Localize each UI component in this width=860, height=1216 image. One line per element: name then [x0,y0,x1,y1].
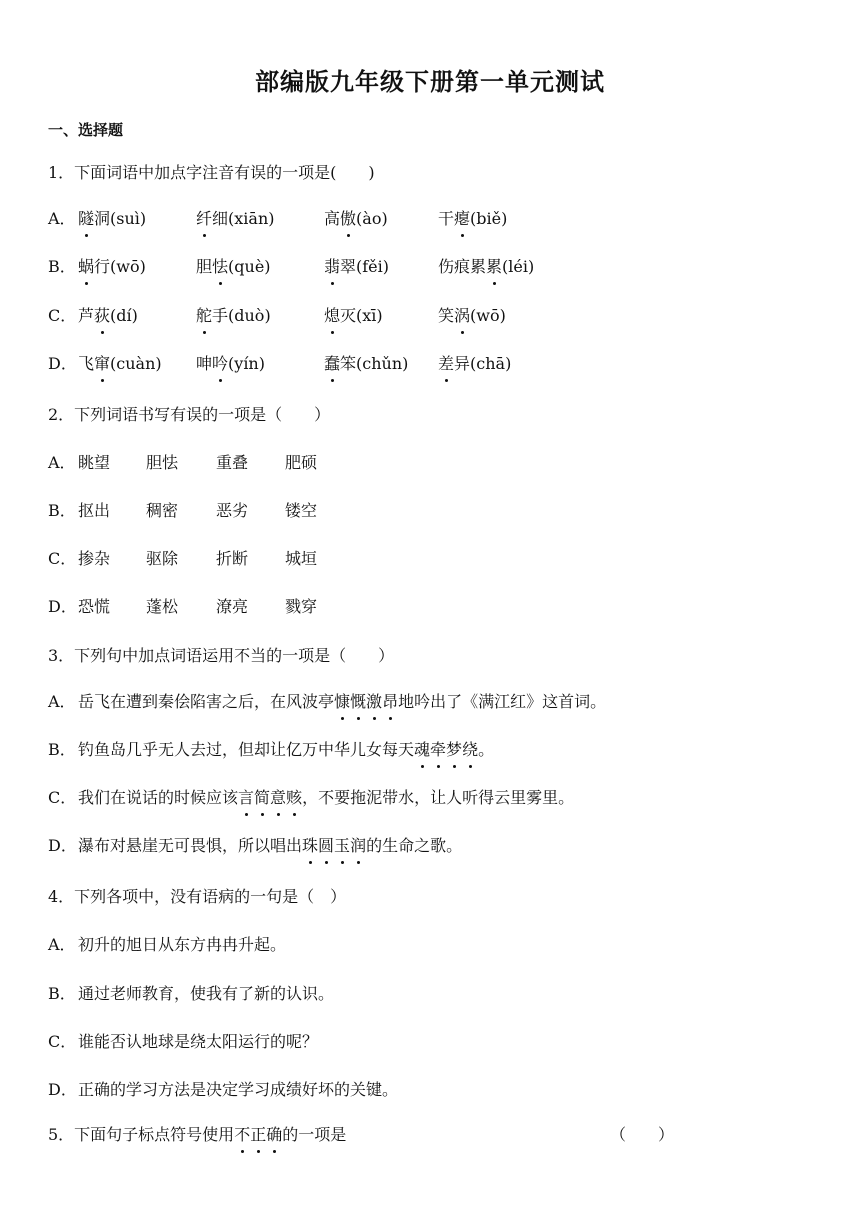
option-word-text: 高 [324,209,341,228]
option-word-text: 洞(suì) [94,209,147,228]
option-label: C． [48,306,77,325]
emphasis-dotted-char: 赅 [286,788,303,807]
option-word [78,353,162,375]
emphasis-dotted-char: 激 [366,692,383,711]
option-word-dotted [324,354,340,373]
option-word-dotted [438,354,454,373]
option-word-text: 芦 [78,306,95,325]
question-3-stem: 3．下列句中加点词语运用不当的一项是（ ） [48,646,395,665]
option-word: 蓬松 [146,597,179,616]
emphasis-dotted-char: 润 [350,836,367,855]
option-word: 掺杂 [78,549,111,568]
option-word: 恶劣 [216,501,249,520]
emphasis-dotted-char: 魂 [414,740,431,759]
emphasis-dotted-char: 牵 [430,740,447,759]
option-sentence-post: 地吟出了《满江红》这首词。 [398,692,607,711]
emphasis-dotted-char: 昂 [382,692,399,711]
option-word [78,256,146,278]
question-4-option-row [48,983,334,1005]
option-sentence-dotted-phrase [302,836,366,855]
question-3-option-row [48,691,606,713]
emphasis-dotted-char: 简 [254,788,271,807]
option-word-pinyin: (léi) [502,257,535,276]
option-sentence-pre: 瀑布对悬崖无可畏惧，所以唱出 [78,836,303,855]
option-label: A． [48,453,76,472]
option-word-pinyin: (yín) [228,354,265,373]
option-label: B． [48,984,76,1003]
option-sentence-dotted-phrase [334,692,398,711]
question-1-stem: 1．下面词语中加点字注音有误的一项是( ) [48,163,375,182]
option-label: A． [48,935,76,954]
option-sentence: 谁能否认地球是绕太阳运行的呢？ [78,1032,319,1051]
option-label: D． [48,1080,77,1099]
question-2-stem: 2．下列词语书写有误的一项是（ ） [48,405,331,424]
emphasis-dotted-char: 怯 [212,257,229,276]
option-word: 驱除 [146,549,179,568]
option-label: B． [48,257,76,276]
option-word [196,208,275,230]
option-word: 稠密 [146,501,179,520]
option-word-text: 手(duò) [212,306,271,325]
section-heading: 一、选择题 [48,121,124,139]
option-label: D． [48,597,77,616]
option-sentence-pre: 钓鱼岛几乎无人去过，但却让亿万中华儿女每天 [78,740,415,759]
option-word-dotted [196,306,212,325]
emphasis-dotted-char: 蠢 [324,354,341,373]
option-word-pinyin: (ào) [356,209,388,228]
option-word-text: 笑 [438,306,455,325]
option-word-dotted [486,257,502,276]
option-word: 潦亮 [216,597,249,616]
option-word-pinyin: (wō) [470,306,506,325]
option-sentence-post: 的生命之歌。 [366,836,463,855]
option-word-text: 翠(fěi) [340,257,390,276]
question-2-option-row [48,452,448,476]
option-word-dotted [78,209,94,228]
emphasis-dotted-char: 熄 [324,306,341,325]
option-word [438,305,506,327]
option-word-dotted [454,306,470,325]
option-word-dotted [454,209,470,228]
question-2-option-row [48,500,448,524]
emphasis-dotted-char: 蜗 [78,257,95,276]
question-5-text-post: 的一项是 [282,1125,347,1144]
question-4-option-row [48,934,286,956]
question-4-option-row [48,1079,398,1101]
option-word-dotted [94,306,110,325]
option-word: 恐慌 [78,597,111,616]
option-word-dotted [212,257,228,276]
option-word: 折断 [216,549,249,568]
option-sentence: 通过老师教育，使我有了新的认识。 [78,984,335,1003]
option-word [78,305,138,327]
emphasis-dotted-char: 玉 [334,836,351,855]
option-word-text: 伤痕累 [438,257,487,276]
option-word-text: 飞 [78,354,95,373]
question-5-text-pre: 5．下面句子标点符号使用 [48,1125,235,1144]
option-word [324,305,383,327]
emphasis-dotted-char: 窜 [94,354,111,373]
option-word-dotted [324,306,340,325]
option-label: C． [48,788,77,807]
option-word-dotted [212,354,228,373]
question-3-option-row [48,835,462,857]
option-word-dotted [94,354,110,373]
option-sentence: 正确的学习方法是决定学习成绩好坏的关键。 [78,1080,399,1099]
emphasis-dotted-char: 慷 [334,692,351,711]
option-word: 镂空 [285,501,318,520]
question-3-option-row [48,739,494,761]
emphasis-dotted-char: 瘪 [454,209,471,228]
option-sentence-post: ，不要拖泥带水，让人听得云里雾里。 [302,788,575,807]
option-word [324,208,388,230]
emphasis-dotted-char: 纤 [196,209,213,228]
option-word: 眺望 [78,453,111,472]
question-1-option-row [48,305,748,329]
question-5-answer-bracket: （ ） [610,1125,675,1144]
emphasis-dotted-char: 珠 [302,836,319,855]
question-2-option-row [48,548,448,572]
option-label: A． [48,692,76,711]
option-word-text: 灭(xī) [340,306,383,325]
emphasis-dotted-char: 累 [486,257,503,276]
option-word: 城垣 [285,549,318,568]
option-word: 重叠 [216,453,249,472]
question-1-option-row [48,256,748,280]
page-title: 部编版九年级下册第一单元测试 [255,67,605,96]
option-word-text: 笨(chǔn) [340,354,409,373]
option-word-text: 细(xiān) [212,209,275,228]
option-word-text: 干 [438,209,455,228]
emphasis-dotted-char: 言 [238,788,255,807]
question-4-stem: 4．下列各项中，没有语病的一句是（ ） [48,887,347,906]
option-word [438,208,507,230]
emphasis-dotted-char: 荻 [94,306,111,325]
option-sentence-pre: 岳飞在遭到秦侩陷害之后，在风波亭 [78,692,335,711]
option-label: C． [48,549,77,568]
option-label: B． [48,501,76,520]
emphasis-dotted-char: 圆 [318,836,335,855]
emphasis-dotted-char: 隧 [78,209,95,228]
emphasis-dotted-char: 翡 [324,257,341,276]
option-word [196,353,265,375]
option-label: A． [48,209,76,228]
option-word [196,256,271,278]
emphasis-dotted-char: 舵 [196,306,213,325]
emphasis-dotted-char: 正 [250,1125,267,1144]
option-word [78,208,146,230]
option-word: 抠出 [78,501,111,520]
emphasis-dotted-char: 意 [270,788,287,807]
option-label: C． [48,1032,77,1051]
option-word [324,256,389,278]
option-word-dotted [324,257,340,276]
option-label: B． [48,740,76,759]
option-word-dotted [78,257,94,276]
option-sentence-post: 。 [478,740,495,759]
question-5-dotted-text [234,1125,282,1144]
question-3-option-row [48,787,574,809]
question-2-option-row [48,596,448,620]
question-1-option-row [48,353,748,377]
option-word-pinyin: (què) [228,257,271,276]
option-sentence-dotted-phrase [414,740,478,759]
option-word [324,353,408,375]
option-sentence-pre: 我们在说话的时候应该 [78,788,239,807]
option-word-text: 行(wō) [94,257,146,276]
option-word-dotted [340,209,356,228]
option-sentence: 初升的旭日从东方冉冉升起。 [78,935,287,954]
emphasis-dotted-char: 慨 [350,692,367,711]
option-word-pinyin: (dí) [110,306,138,325]
option-word [438,256,534,278]
option-word [438,353,511,375]
question-5-stem [48,1124,346,1146]
option-word-dotted [196,209,212,228]
emphasis-dotted-char: 涡 [454,306,471,325]
option-label: D． [48,354,77,373]
option-word [196,305,271,327]
option-word-pinyin: (cuàn) [110,354,162,373]
emphasis-dotted-char: 吟 [212,354,229,373]
question-4-option-row [48,1031,318,1053]
emphasis-dotted-char: 绕 [462,740,479,759]
option-word-text: 呻 [196,354,213,373]
emphasis-dotted-char: 不 [234,1125,251,1144]
option-label: D． [48,836,77,855]
option-word-pinyin: (biě) [470,209,508,228]
option-sentence-dotted-phrase [238,788,302,807]
option-word: 戮穿 [285,597,318,616]
emphasis-dotted-char: 确 [266,1125,283,1144]
option-word-text: 胆 [196,257,213,276]
emphasis-dotted-char: 差 [438,354,455,373]
emphasis-dotted-char: 梦 [446,740,463,759]
option-word: 胆怯 [146,453,179,472]
emphasis-dotted-char: 傲 [340,209,357,228]
question-1-option-row [48,208,748,232]
option-word: 肥硕 [285,453,318,472]
option-word-text: 异(chā) [454,354,512,373]
